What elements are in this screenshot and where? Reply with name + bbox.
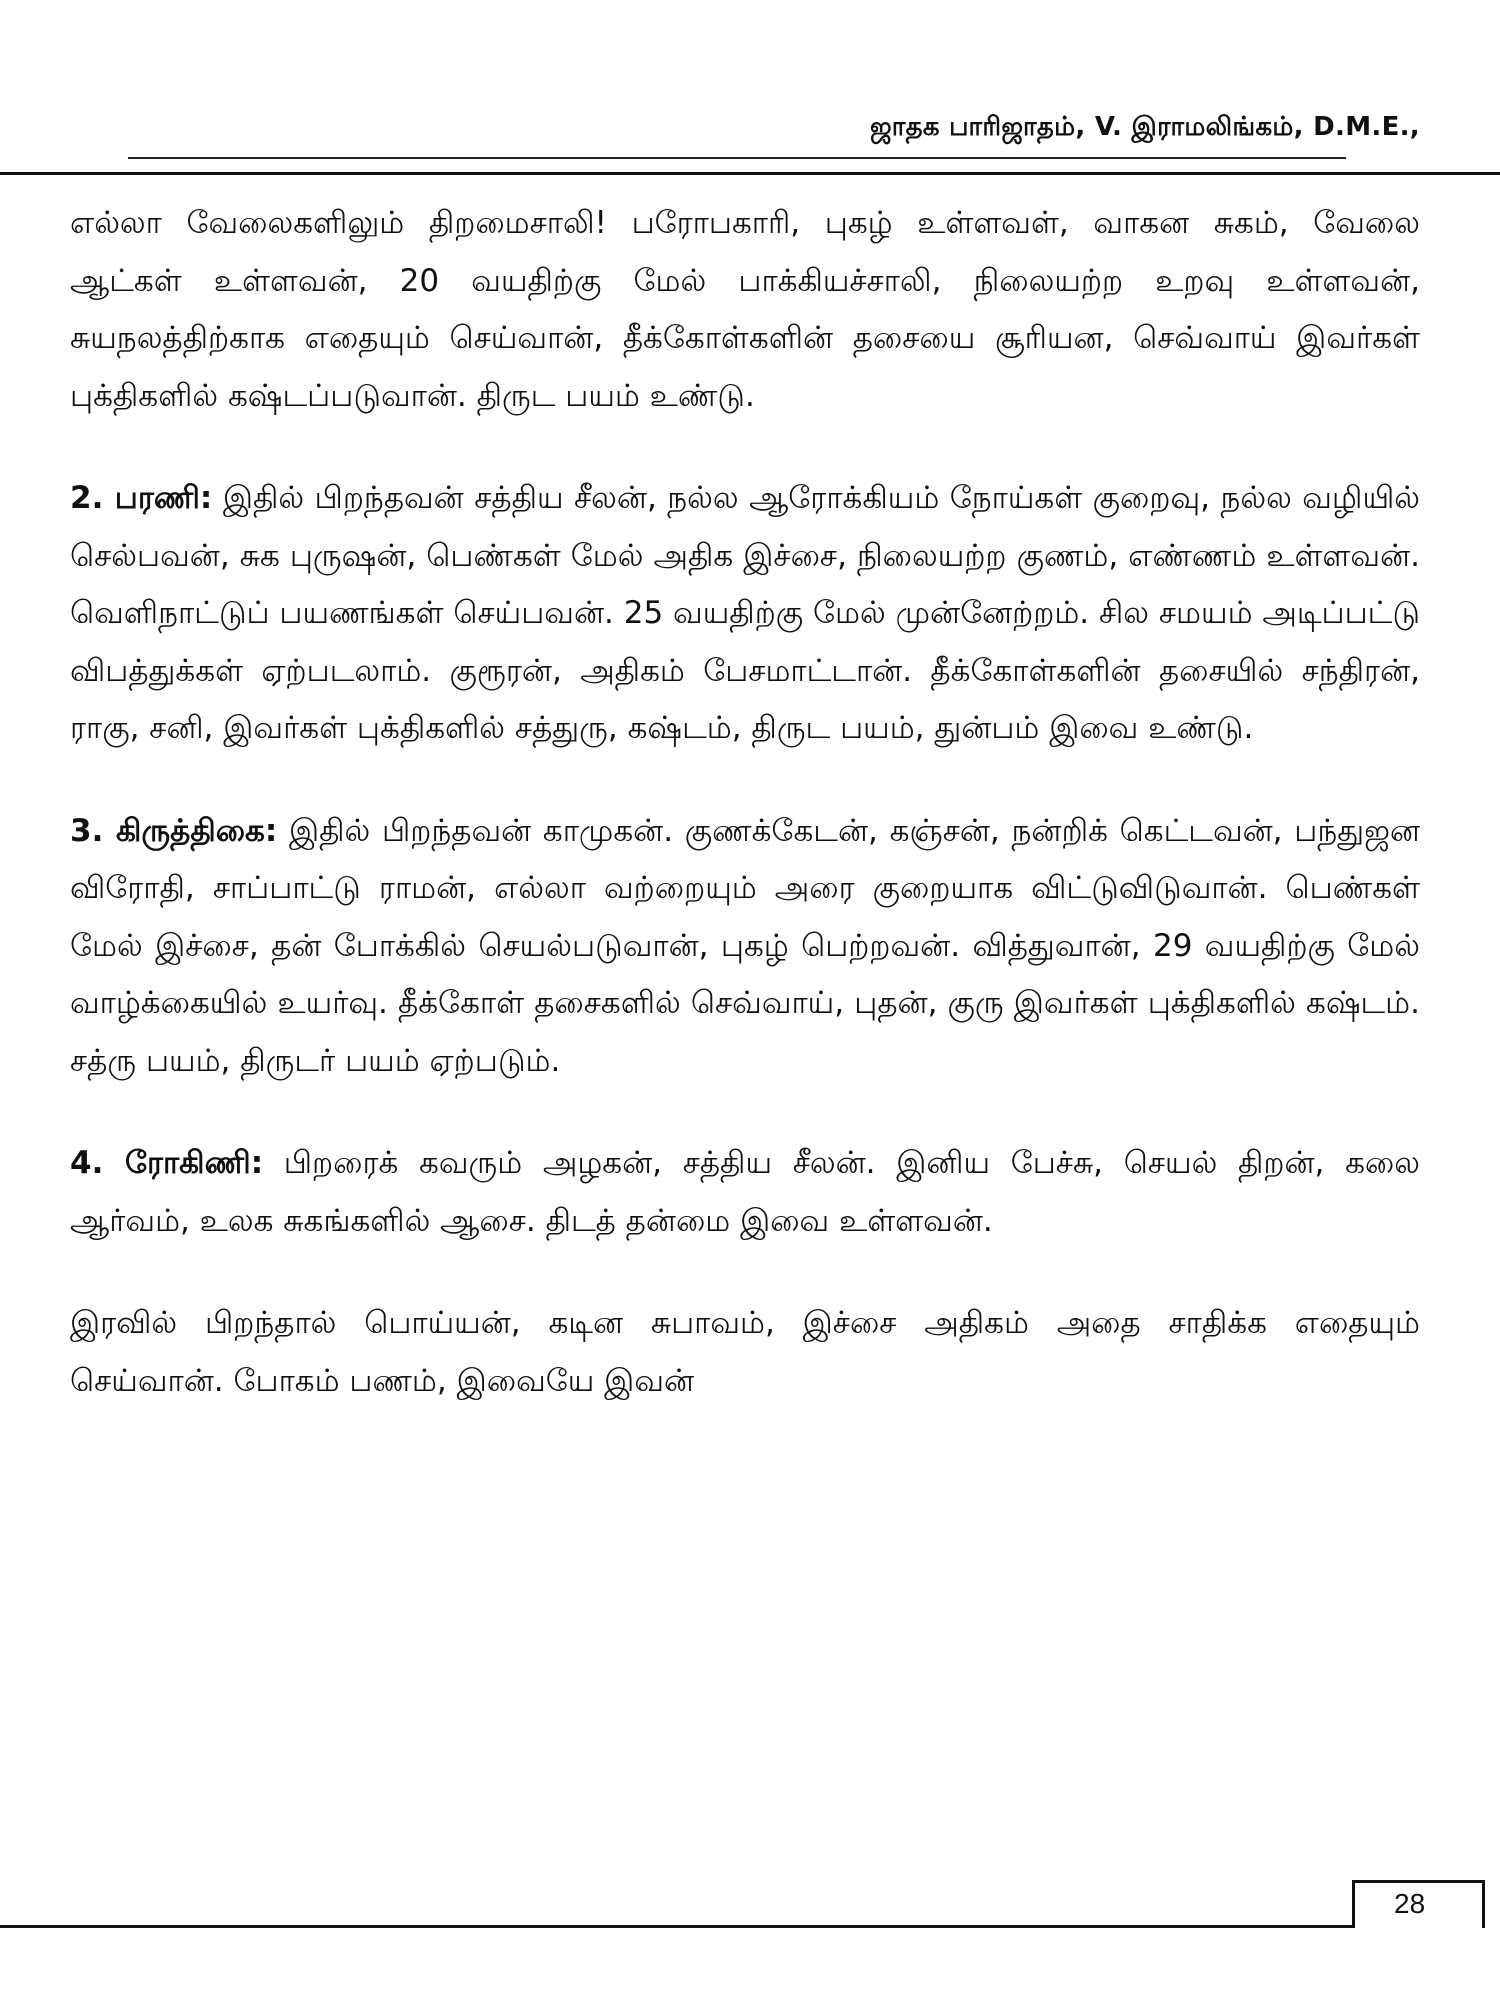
paragraph-night-birth: [70, 1295, 1420, 1410]
footer-rule: [0, 1925, 1352, 1928]
header-rule-thin: [128, 157, 1346, 159]
paragraph-bharani: [70, 470, 1420, 758]
page-body: [70, 195, 1420, 1455]
header-rule: [0, 172, 1500, 175]
paragraph-krittika: [70, 803, 1420, 1091]
paragraph-text: இதில் பிறந்தவன் சத்திய சீலன், நல்ல ஆரோக்கியம் நோய்கள் குறைவு, நல்ல வழியில் செல்பவன், சுக புருஷன், பெண்கள் மேல் அதிக இச்சை, நிலையற்ற குணம், எண்ணம் உள்ளவன். வெளிநாட்டுப் பயணங்கள் செய்பவன். 25 வயதிற்கு மேல் முன்னேற்றம். சில சமயம் அடிப்பட்டு விபத்துக்கள் ஏற்படலாம். குரூரன், அதிகம் பேசமாட்டான். தீக்கோள்களின் தசையில் சந்திரன், ராகு, சனி, இவர்கள் புக்திகளில் சத்துரு, கஷ்டம், திருட பயம், துன்பம் இவை உண்டு.: [70, 480, 1421, 746]
paragraph-text: பிறரைக் கவரும் அழகன், சத்திய சீலன். இனிய பேச்சு, செயல் திறன், கலை ஆர்வம், உலக சுகங்களில் ஆசை. திடத் தன்மை இவை உள்ளவன்.: [70, 1145, 1420, 1239]
page-number-box-edge: [1482, 1880, 1485, 1928]
paragraph-text: எல்லா வேலைகளிலும் திறமைசாலி! பரோபகாரி, புகழ் உள்ளவள், வாகன சுகம், வேலை ஆட்கள் உள்ளவன், 20 வயதிற்கு மேல் பாக்கியச்சாலி, நிலையற்ற உறவு உள்ளவன், சுயநலத்திற்காக எதையும் செய்வான், தீக்கோள்களின் தசையை சூரியன, செவ்வாய் இவர்கள் புக்திகளில் கஷ்டப்படுவான். திருட பயம் உண்டு.: [70, 205, 1420, 414]
page-number: 28: [1394, 1888, 1426, 1919]
paragraph-heading: 4. ரோகிணி:: [70, 1145, 264, 1181]
paragraph-text: இரவில் பிறந்தால் பொய்யன், கடின சுபாவம், இச்சை அதிகம் அதை சாதிக்க எதையும் செய்வான். போகம் பணம், இவையே இவன்: [70, 1305, 1420, 1399]
paragraph-text: இதில் பிறந்தவன் காமுகன். குணக்கேடன், கஞ்சன், நன்றிக் கெட்டவன், பந்துஜன விரோதி, சாப்பாட்டு ராமன், எல்லா வற்றையும் அரை குறையாக விட்டுவிடுவான். பெண்கள் மேல் இச்சை, தன் போக்கில் செயல்படுவான், புகழ் பெற்றவன். வித்துவான், 29 வயதிற்கு மேல் வாழ்க்கையில் உயர்வு. தீக்கோள் தசைகளில் செவ்வாய், புதன், குரு இவர்கள் புக்திகளில் கஷ்டம். சத்ரு பயம், திருடர் பயம் ஏற்படும்.: [70, 812, 1421, 1079]
running-header: ஜாதக பாரிஜாதம், V. இராமலிங்கம், D.M.E.,: [870, 112, 1420, 142]
paragraph-continued: [70, 195, 1420, 425]
paragraph-rohini: [70, 1135, 1420, 1250]
paragraph-heading: 2. பரணி:: [70, 480, 213, 516]
paragraph-heading: 3. கிருத்திகை:: [70, 812, 278, 849]
